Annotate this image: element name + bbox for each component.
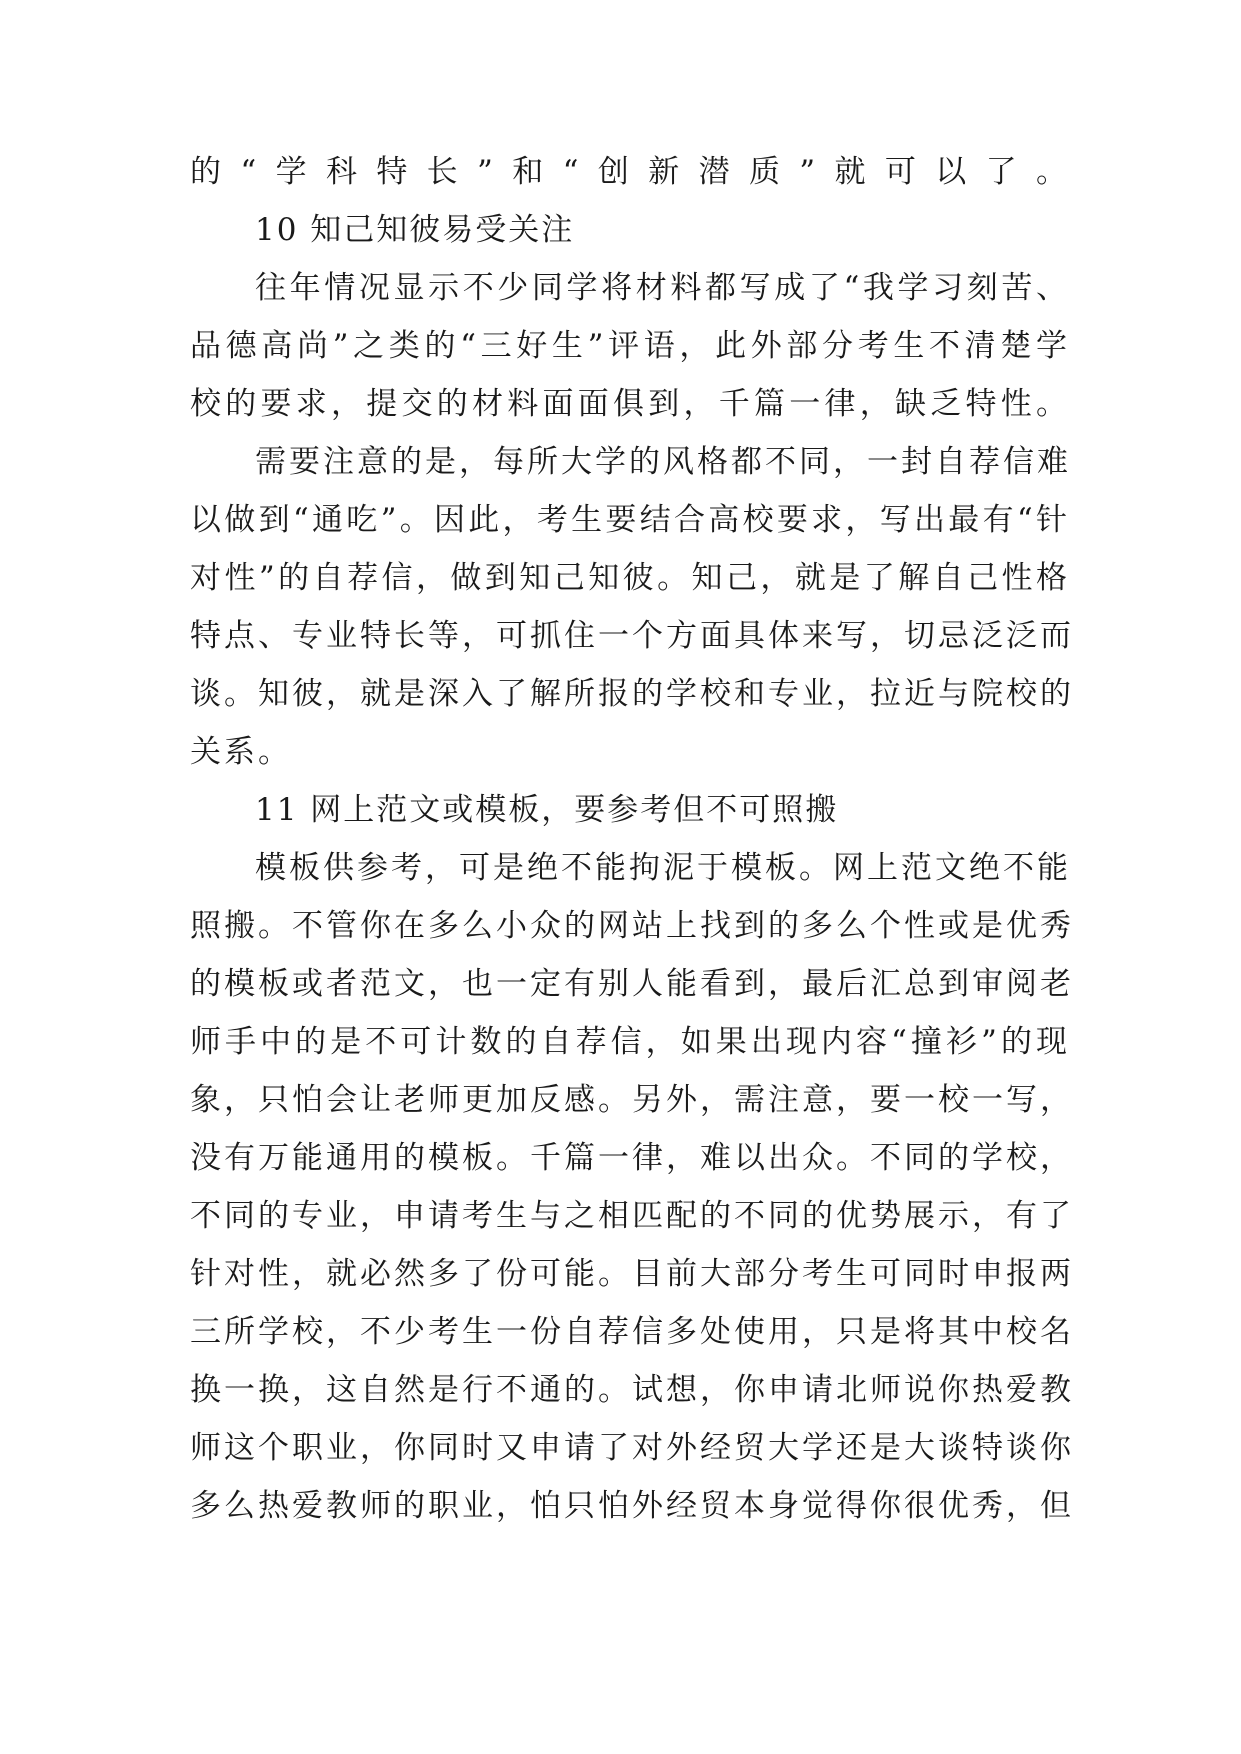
- paragraph-line: 品德高尚”之类的“三好生”评语，此外部分考生不清楚学: [190, 328, 1070, 364]
- paragraph-line: 模板供参考，可是绝不能拘泥于模板。网上范文绝不能: [255, 850, 1071, 886]
- section-heading: 10 知己知彼易受关注: [255, 212, 575, 248]
- paragraph-line: 不同的专业，申请考生与之相匹配的不同的优势展示，有了: [190, 1198, 1074, 1234]
- paragraph-line: 往年情况显示不少同学将材料都写成了“我学习刻苦、: [255, 270, 1070, 306]
- paragraph-line: 的“学科特长”和“创新潜质”就可以了。: [190, 154, 1070, 190]
- paragraph-line: 的模板或者范文，也一定有别人能看到，最后汇总到审阅老: [190, 966, 1074, 1002]
- paragraph-line: 换一换，这自然是行不通的。试想，你申请北师说你热爱教: [190, 1372, 1074, 1408]
- paragraph-line: 象，只怕会让老师更加反感。另外，需注意，要一校一写，: [190, 1082, 1074, 1118]
- paragraph-line: 没有万能通用的模板。千篇一律，难以出众。不同的学校，: [190, 1140, 1074, 1176]
- paragraph-line: 照搬。不管你在多么小众的网站上找到的多么个性或是优秀: [190, 908, 1074, 944]
- paragraph-line: 师手中的是不可计数的自荐信，如果出现内容“撞衫”的现: [190, 1024, 1070, 1060]
- paragraph-line: 多么热爱教师的职业，怕只怕外经贸本身觉得你很优秀，但: [190, 1488, 1074, 1524]
- paragraph-line: 需要注意的是，每所大学的风格都不同，一封自荐信难: [255, 444, 1071, 480]
- paragraph-line: 三所学校，不少考生一份自荐信多处使用，只是将其中校名: [190, 1314, 1074, 1350]
- paragraph-line: 对性”的自荐信，做到知己知彼。知己，就是了解自己性格: [190, 560, 1070, 596]
- paragraph-line: 谈。知彼，就是深入了解所报的学校和专业，拉近与院校的: [190, 676, 1074, 712]
- section-heading: 11 网上范文或模板，要参考但不可照搬: [255, 792, 839, 828]
- paragraph-line: 特点、专业特长等，可抓住一个方面具体来写，切忌泛泛而: [190, 618, 1074, 654]
- paragraph-line: 校的要求，提交的材料面面俱到，千篇一律，缺乏特性。: [190, 386, 1070, 422]
- paragraph-line: 针对性，就必然多了份可能。目前大部分考生可同时申报两: [190, 1256, 1074, 1292]
- paragraph-line: 以做到“通吃”。因此，考生要结合高校要求，写出最有“针: [190, 502, 1070, 538]
- paragraph-line: 关系。: [190, 734, 292, 770]
- paragraph-line: 师这个职业，你同时又申请了对外经贸大学还是大谈特谈你: [190, 1430, 1074, 1466]
